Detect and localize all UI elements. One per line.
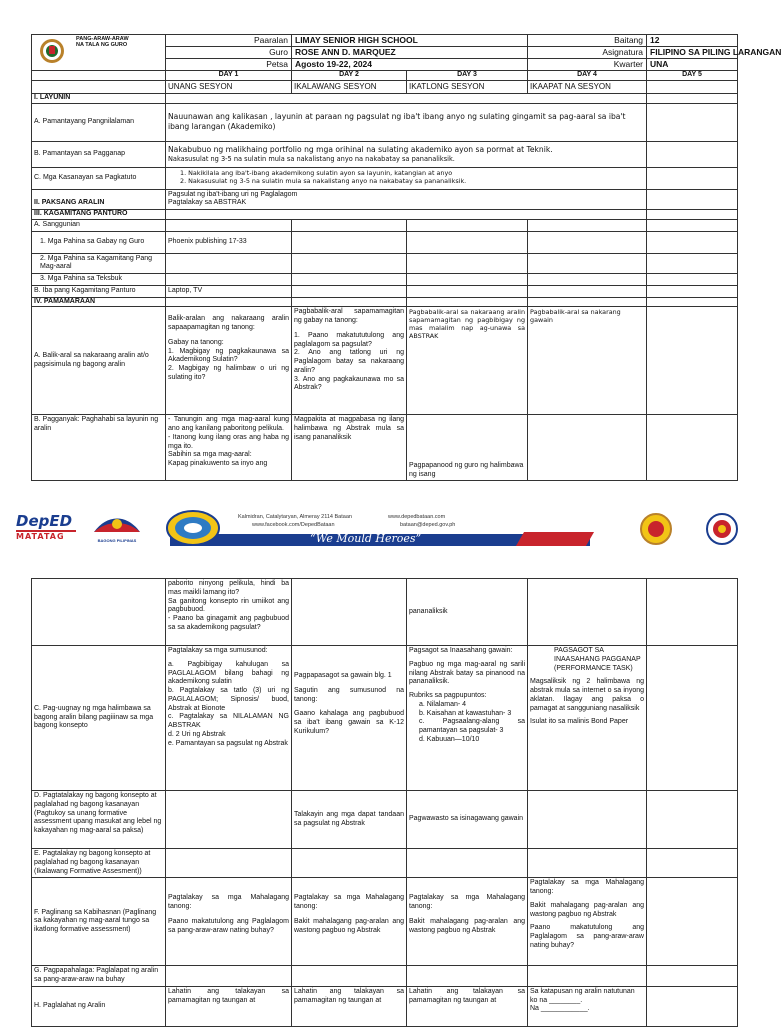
- uugnay-d4-a: PAGSAGOT SA INAASAHANG PAGGANAP (PERFORMANCE TASK): [554, 647, 641, 672]
- f-d4-b: Bakit mahalagang pag-aralan ang wastong pagbuo ng Abstrak: [530, 901, 644, 918]
- header-logo-cell: [32, 35, 166, 71]
- pagganyak-day1: [166, 415, 292, 481]
- section-kagamitang: III. KAGAMITANG PANTURO: [32, 210, 166, 220]
- uugnay-label: C. Pag-uugnay ng mga halimbawa sa bagong aralin bilang pagiiinaw sa mga bagong konsepto: [32, 646, 166, 791]
- f-day1: [166, 878, 292, 966]
- baitang-label: Baitang: [528, 35, 647, 47]
- uugnay-d3-c: Rubriks sa pagpupuntos:: [409, 692, 487, 699]
- deped-logo: [16, 512, 76, 542]
- footer-email: bataan@deped.gov.ph: [400, 522, 456, 528]
- petsa-label: Petsa: [166, 59, 292, 71]
- pagtatalakay-day3: Pagwawasto sa isinagawang gawain: [407, 791, 528, 849]
- pagganap-text-1: Nakabubuo ng malikhaing portfolio ng mga orihinal na sulating akademiko ayon sa pormat at Teknik.: [168, 144, 553, 154]
- uugnay-d1-a: Pagtalakay sa mga sumusunod:: [168, 647, 268, 654]
- pagganyak-d1-a: - Tanungin ang mga mag-aaral kung ano ang kanilang paboritong pelikula.: [168, 416, 289, 432]
- paaralan-label: Paaralan: [166, 35, 292, 47]
- f-d1-a: Pagtalakay sa mga Mahalagang tanong:: [168, 894, 289, 910]
- deped-wordmark: DepED: [16, 512, 73, 530]
- pagtatalakay-day2: Talakayin ang mga dapat tandaan sa pagsulat ng Abstrak: [292, 791, 407, 849]
- asignatura-label: Asignatura: [528, 47, 647, 59]
- day-1-header: DAY 1: [166, 71, 292, 81]
- uugnay-d3-b: Pagbuo ng mga mag-aaral ng sarili nilang Abstrak batay sa pinanood na pananaliksik.: [409, 660, 525, 686]
- session-2: IKALAWANG SESYON: [292, 80, 407, 93]
- day-2-header: DAY 2: [292, 71, 407, 81]
- iba-label: B. Iba pang Kagamitang Panturo: [32, 285, 166, 297]
- h-day3: Lahatin ang talakayan sa pamamagitan ng taungan at: [407, 986, 528, 1026]
- f-day4: [528, 878, 647, 966]
- deped-seal-icon: [36, 37, 68, 65]
- balik-d1-d: 2. Magbigay ng halimbaw o uri ng sulating ito?: [168, 365, 289, 381]
- uugnay-day2: [292, 646, 407, 791]
- h-label: H. Paglalahat ng Aralin: [32, 986, 166, 1026]
- pagganyak-day3: Pagpapanood ng guro ng halimbawa ng isang: [407, 415, 528, 481]
- doc-label: PANG-ARAW-ARAW NA TALA NG GURO: [76, 36, 129, 49]
- f-label: F. Paglinang sa Kabihasnan (Paglinang sa kakayahan ng mag-aaral tungo sa ikatlong formative assessment): [32, 878, 166, 966]
- uugnay-d4-c: Isulat ito sa malinis Bond Paper: [530, 718, 629, 726]
- g-label: G. Pagpapahalaga: Paglalapat ng aralin sa pang-araw-araw na buhay: [32, 966, 166, 987]
- session-3: IKATLONG SESYON: [407, 80, 528, 93]
- e-label: E. Pagtalakay ng bagong konsepto at paglalahad ng bagong kasanayan (Ikalawang Formative Assesment)): [32, 849, 166, 878]
- balik-day4: Pagbabalik-aral sa nakarang gawain: [528, 307, 647, 415]
- h-day2: Lahatin ang talakayan sa pamamagitan ng taungan at: [292, 986, 407, 1026]
- gabay-label: 1. Mga Pahina sa Gabay ng Guro: [32, 231, 166, 253]
- baitang-value: 12: [647, 35, 738, 47]
- f-day2: [292, 878, 407, 966]
- pagtatalakay-label: D. Pagtatalakay ng bagong konsepto at paglalahad ng bagong kasanayan (Pagtukoy sa unang formative assessment upang masukat ang lebel ng kakayahan ng mag-aaral sa paksa): [32, 791, 166, 849]
- uugnay-d1-c: b. Pagtalakay sa tatlo (3) uri ng PAGLALAGOM; Sipnosis/ buod, Abstrak at Bionote: [168, 687, 289, 712]
- session-4: IKAAPAT NA SESYON: [528, 80, 647, 93]
- pagganyak-day2: Magpakita at magpabasa ng ilang halimbawa ng Abstrak mula sa isang pananaliksik: [292, 415, 407, 481]
- uugnay-day3: [407, 646, 528, 791]
- cont-d1-a: paborito ninyong pelikula, hindi ba mas maikli lamang ito?: [168, 580, 289, 596]
- uugnay-d3-r4: d. Kabuuan—10/10: [419, 735, 480, 743]
- paksa-2: Pagtalakay sa ABSTRAK: [168, 199, 247, 207]
- footer-facebook: www.facebook.com/DepedBataan: [252, 522, 335, 528]
- uugnay-d3-r1: a. Nilalaman- 4: [419, 700, 467, 708]
- f-day3: [407, 878, 528, 966]
- uugnay-d1-f: e. Pamantayan sa pagsulat ng Abstrak: [168, 739, 288, 747]
- dll-table-page-2: [31, 578, 738, 1027]
- balik-d2-c: 2. Ano ang tatlong uri ng Paglalagom batay sa nakaraang aralin?: [294, 349, 404, 374]
- kasanayan-1: 1. Nakikilala ang iba't-ibang akademikong sulatin ayon sa layunin, katangian at anyo: [180, 168, 453, 177]
- pangnilalaman-text: Nauunawan ang kalikasan , layunin at paraan ng pagsulat ng iba't ibang anyo ng sulating gingamit sa pag-aaral sa iba't ibang larangan (Akademiko): [166, 103, 647, 141]
- uugnay-d3-r3: c. Pagsaalang-alang sa pamantayan sa pagsulat- 3: [419, 718, 525, 734]
- paksa-1: Pagsulat ng iba't-ibang uri ng Paglalagom: [168, 190, 298, 198]
- day-5-header: DAY 5: [647, 71, 738, 81]
- kwarter-value: UNA: [647, 59, 738, 71]
- uugnay-d1-d: c. Pagtalakay sa NILALAMAN NG ABSTRAK: [168, 713, 289, 729]
- gabay-value: Phoenix publishing 17-33: [166, 231, 292, 253]
- asignatura-value: FILIPINO SA PILING LARANGAN: [647, 47, 738, 59]
- uugnay-d2-a: Pagpapasagot sa gawain blg. 1: [294, 672, 392, 679]
- f-d2-b: Bakit mahalagang pag-aralan ang wastong pagbuo ng Abstrak: [294, 917, 404, 934]
- section-layunin: I. LAYUNIN: [32, 93, 166, 103]
- pagganyak-d1-b: - Itanong kung ilang oras ang haba ng mga ito.: [168, 433, 289, 450]
- uugnay-day1: [166, 646, 292, 791]
- session-1: UNANG SESYON: [166, 80, 292, 93]
- uugnay-d3-r2: b. Kaisahan at kawastuhan- 3: [419, 709, 512, 717]
- philippine-flag-icon: [92, 512, 142, 538]
- paaralan-value: LIMAY SENIOR HIGH SCHOOL: [292, 35, 528, 47]
- matatag-wordmark: MATATAG: [16, 530, 76, 541]
- bagong-pilipinas-logo: [86, 512, 148, 548]
- pagganap-text-2: Nakasusulat ng 3-5 na sulatin mula sa nakalistang anyo na nakabatay sa pananaliksik.: [168, 155, 455, 163]
- pagganyak-label: B. Pagganyak: Paghahabi sa layunin ng aralin: [32, 415, 166, 481]
- f-d2-a: Pagtalakay sa mga Mahalagang tanong:: [294, 894, 404, 910]
- cont-day3: pananaliksik: [407, 579, 528, 646]
- balik-d1-a: Balik-aralan ang nakaraang aralin sapaapamagitan ng tanong:: [168, 315, 289, 331]
- f-d3-a: Pagtalakay sa mga Mahalagang tanong:: [409, 894, 525, 910]
- pagganyak-d1-c: Sabihin sa mga mag-aaral:: [168, 451, 252, 459]
- uugnay-day4: [528, 646, 647, 791]
- h-day4: [528, 986, 647, 1026]
- kasanayan-cell: [166, 167, 647, 189]
- footer-address: Kalmidran, Catalytaryan, Almeray 2114 Bataan: [238, 514, 352, 520]
- paksa-cell: [166, 189, 647, 210]
- page-one: [0, 0, 781, 500]
- footer-website: www.depedbataan.com: [388, 514, 446, 520]
- section-paksang-aralin: II. PAKSANG ARALIN: [32, 189, 166, 210]
- kasanayan-label: C. Mga Kasanayan sa Pagkatuto: [32, 167, 166, 189]
- pangnilalaman-label: A. Pamantayang Pangnilalaman: [32, 103, 166, 141]
- uugnay-d1-b: a. Pagbibigay kahulugan sa PAGLALAGOM bilang bahagi ng akademikong sulatin: [168, 660, 289, 686]
- pagganap-cell: [166, 141, 647, 167]
- balik-d1-b: Gabay na tanong:: [168, 338, 224, 346]
- footer-motto: “We Mould Heroes”: [310, 532, 422, 545]
- sanggunian-label: A. Sanggunian: [32, 219, 166, 231]
- guro-label: Guro: [166, 47, 292, 59]
- matatag-seal-icon: [700, 512, 744, 546]
- day-4-header: DAY 4: [528, 71, 647, 81]
- kwarter-label: Kwarter: [528, 59, 647, 71]
- cont-d1-c: - Paano ba ginagamit ang pagbubuod sa sa akademikong pagsulat?: [168, 615, 289, 631]
- petsa-value: Agosto 19-22, 2024: [292, 59, 528, 71]
- dll-table-page-1: [31, 34, 781, 481]
- balik-d1-c: 1. Magbigay ng pagkakaunawa sa Akademikong Sulatin?: [168, 347, 289, 364]
- iba-value: Laptop, TV: [166, 285, 292, 297]
- guro-value: ROSE ANN D. MARQUEZ: [292, 47, 528, 59]
- balik-d2-d: 3. Ano ang pagkakaunawa mo sa Abstrak?: [294, 375, 404, 392]
- f-d4-c: Paano makatutulong ang Paglalagom sa pang-araw-araw nating buhay?: [530, 924, 644, 949]
- division-seal-icon: [166, 510, 220, 546]
- uugnay-d4-b: Magsaliksik ng 2 halimbawa ng abstrak mula sa internet o sa inyong aklatan. Ilagay ang paksa o pamagat at sangguniang nasaliksik: [530, 678, 644, 712]
- uugnay-d2-c: Gaano kahalaga ang pagbubuod sa iba't ibang gawain sa K-12 Kurikulum?: [294, 710, 404, 735]
- f-d4-a: Pagtalakay sa mga Mahalagang tanong:: [530, 879, 644, 895]
- footer-ribbon: [160, 512, 590, 546]
- ribbon-red-stripe: [516, 532, 594, 546]
- balik-d2-b: 1. Paano makatututulong ang paglalagom sa pagsulat?: [294, 331, 404, 348]
- cont-day1: [166, 579, 292, 646]
- teksbuk-label: 3. Mga Pahina sa Teksbuk: [32, 274, 166, 286]
- balik-day3: Pagbabalik-aral sa nakaraang aralin sapamamagitan ng pagbibigay ng mas malalim nap ag-unawa sa ABSTRAK: [407, 307, 528, 415]
- magaaral-label: 2. Mga Pahina sa Kagamitang Pang Mag-aaral: [32, 253, 166, 274]
- school-seal-icon: [636, 512, 676, 546]
- balik-day1: [166, 307, 292, 415]
- h-d4-b: Na ____________.: [530, 1005, 590, 1013]
- footer-banner: [0, 502, 768, 552]
- uugnay-d2-b: Sagutin ang sumusunod na tanong:: [294, 686, 404, 703]
- cont-d1-b: Sa ganitong konsepto rin umiikot ang pagbubuod.: [168, 597, 289, 614]
- day-3-header: DAY 3: [407, 71, 528, 81]
- balik-label: A. Balik-aral sa nakaraang aralin at/o pagsisimula ng bagong aralin: [32, 307, 166, 415]
- f-d1-b: Paano makatutulong ang Paglalagom sa pang-araw-araw nating buhay?: [168, 917, 289, 934]
- pagganyak-d1-d: Kapag pinakuwento sa inyo ang: [168, 460, 268, 467]
- uugnay-d3-a: Pagsagot sa Inaasahang gawain:: [409, 647, 513, 654]
- bagong-pilipinas-text: BAGONG PILIPINAS: [97, 538, 137, 543]
- kasanayan-2: 2. Nakasusulat ng 3-5 na sulatin mula sa nakalistang anyo na nakabatay sa pananaliksik.: [180, 176, 467, 185]
- balik-d2-a: Pagbabalik-aral sapamamagitan ng gabay na tanong:: [294, 308, 404, 324]
- uugnay-d1-e: d. 2 Uri ng Abstrak: [168, 730, 226, 738]
- section-pamamaraan: IV. PAMAMARAAN: [32, 297, 166, 307]
- f-d3-b: Bakit mahalagang pag-aralan ang wastong pagbuo ng Abstrak: [409, 917, 525, 934]
- h-day1: Lahatin ang talakayan sa pamamagitan ng taungan at: [166, 986, 292, 1026]
- h-d4-a: Sa katapusan ng aralin natutunan ko na ________.: [530, 987, 635, 1004]
- pagganap-label: B. Pamantayan sa Pagganap: [32, 141, 166, 167]
- balik-day2: [292, 307, 407, 415]
